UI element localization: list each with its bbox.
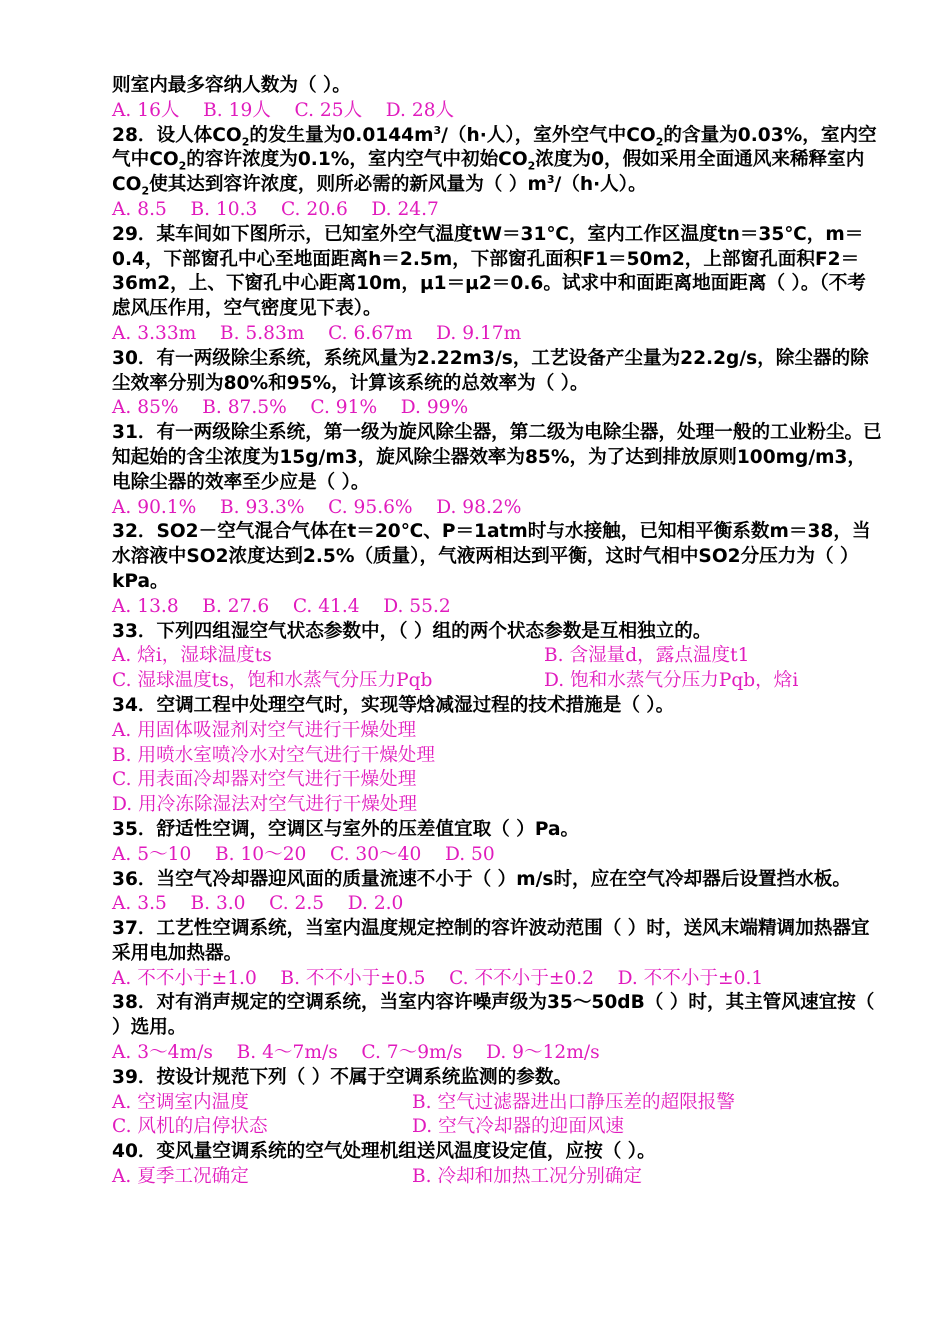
option-34-a: A. 用固体吸湿剂对空气进行干燥处理 — [112, 719, 417, 741]
options-38: A. 3～4m/s B. 4～7m/s C. 7～9m/s D. 9～12m/s — [112, 1042, 600, 1064]
question-31: 31．有一两级除尘系统，第一级为旋风除尘器，第二级为电除尘器，处理一般的工业粉尘。已知起始的含尘浓度为15g/m3，旋风除尘器效率为85%，为了达到排放原则100mg/m3，电除尘器的效率至少应是（ ）。 — [112, 422, 882, 493]
options-28: A. 8.5 B. 10.3 C. 20.6 D. 24.7 — [112, 198, 439, 220]
question-33: 33．下列四组湿空气状态参数中，（ ）组的两个状态参数是互相独立的。 — [112, 620, 712, 642]
options-27: A. 16人 B. 19人 C. 25人 D. 28人 — [112, 99, 455, 121]
question-32: 32．SO2－空气混合气体在t＝20℃、P＝1atm时与水接触，已知相平衡系数m＝38，当水溶液中SO2浓度达到2.5%（质量），气液两相达到平衡，这时气相中SO2分压力为（ ）kPa。 — [112, 521, 871, 592]
option-39-c: C. 风机的启停状态 — [112, 1116, 268, 1138]
options-39-row-1 — [112, 1091, 884, 1116]
options-29: A. 3.33m B. 5.83m C. 6.67m D. 9.17m — [112, 322, 522, 344]
option-33-a: A. 焓i，湿球温度ts — [112, 645, 272, 667]
question-40: 40．变风量空调系统的空气处理机组送风温度设定值，应按（ ）。 — [112, 1141, 656, 1163]
question-35: 35．舒适性空调，空调区与室外的压差值宜取（ ）Pa。 — [112, 818, 580, 840]
options-30: A. 85% B. 87.5% C. 91% D. 99% — [112, 397, 469, 419]
document-page — [112, 74, 884, 1190]
option-33-b: B. 含湿量d，露点温度t1 — [544, 645, 750, 667]
option-33-d: D. 饱和水蒸气分压力Pqb，焓i — [544, 670, 799, 692]
option-40-a: A. 夏季工况确定 — [112, 1166, 249, 1188]
question-34: 34．空调工程中处理空气时，实现等焓减湿过程的技术措施是（ ）。 — [112, 694, 675, 716]
options-36: A. 3.5 B. 3.0 C. 2.5 D. 2.0 — [112, 893, 404, 915]
question-29: 29．某车间如下图所示，已知室外空气温度tW＝31℃，室内工作区温度tn＝35℃，m＝0.4，下部窗孔中心至地面距离h＝2.5m，下部窗孔面积F1＝50m2，上部窗孔面积F2＝36m2，上、下窗孔中心距离10m，μ1＝μ2＝0.6。试求中和面距离地面距离（ ）。（不考虑风压作用，空气密度见下表）。 — [112, 223, 866, 320]
options-40-row-1 — [112, 1165, 884, 1190]
options-31: A. 90.1% B. 93.3% C. 95.6% D. 98.2% — [112, 496, 522, 518]
option-39-a: A. 空调室内温度 — [112, 1091, 249, 1113]
options-33-row-2 — [112, 669, 884, 694]
option-34-b: B. 用喷水室喷冷水对空气进行干燥处理 — [112, 744, 435, 766]
options-33-row-1 — [112, 644, 884, 669]
options-32: A. 13.8 B. 27.6 C. 41.4 D. 55.2 — [112, 595, 451, 617]
question-37: 37．工艺性空调系统，当室内温度规定控制的容许波动范围（ ）时，送风末端精调加热器宜采用电加热器。 — [112, 918, 870, 964]
option-39-d: D. 空气冷却器的迎面风速 — [412, 1116, 625, 1138]
question-39: 39．按设计规范下列（ ）不属于空调系统监测的参数。 — [112, 1066, 573, 1088]
option-40-b: B. 冷却和加热工况分别确定 — [412, 1166, 643, 1188]
question-30: 30．有一两级除尘系统，系统风量为2.22m3/s，工艺设备产尘量为22.2g/s，除尘器的除尘效率分别为80%和95%，计算该系统的总效率为（ ）。 — [112, 347, 869, 394]
option-34-c: C. 用表面冷却器对空气进行干燥处理 — [112, 769, 417, 791]
question-36: 36．当空气冷却器迎风面的质量流速不小于（ ）m/s时，应在空气冷却器后设置挡水板。 — [112, 868, 851, 890]
options-35: A. 5～10 B. 10～20 C. 30～40 D. 50 — [112, 843, 495, 865]
options-39-row-2 — [112, 1115, 884, 1140]
options-37: A. 不不小于±1.0 B. 不不小于±0.5 C. 不不小于±0.2 D. 不不小于±0.1 — [112, 967, 764, 989]
question-38: 38．对有消声规定的空调系统，当室内容许噪声级为35～50dB（ ）时，其主管风速宜按（ ）选用。 — [112, 992, 881, 1039]
question-27-tail: 则室内最多容纳人数为（ ）。 — [112, 75, 351, 96]
option-39-b: B. 空气过滤器进出口静压差的超限报警 — [412, 1091, 735, 1113]
question-28: 28．设人体$CO_2$的发生量为$0.0144m^3/(h\cdot$人），室外空气中$CO_2$的含量为0.03%，室内空气中$CO_2$的容许浓度为0.1%，室内空气中初始$CO_2$浓度为0，假如采用全面通风来稀释室内$CO_2$使其达到容许浓度，则所必需的新风量为（ ）$m^3/(h\cdot$人）。 — [112, 123, 877, 198]
option-33-c: C. 湿球温度ts，饱和水蒸气分压力Pqb — [112, 670, 433, 692]
option-34-d: D. 用冷冻除湿法对空气进行干燥处理 — [112, 794, 417, 816]
